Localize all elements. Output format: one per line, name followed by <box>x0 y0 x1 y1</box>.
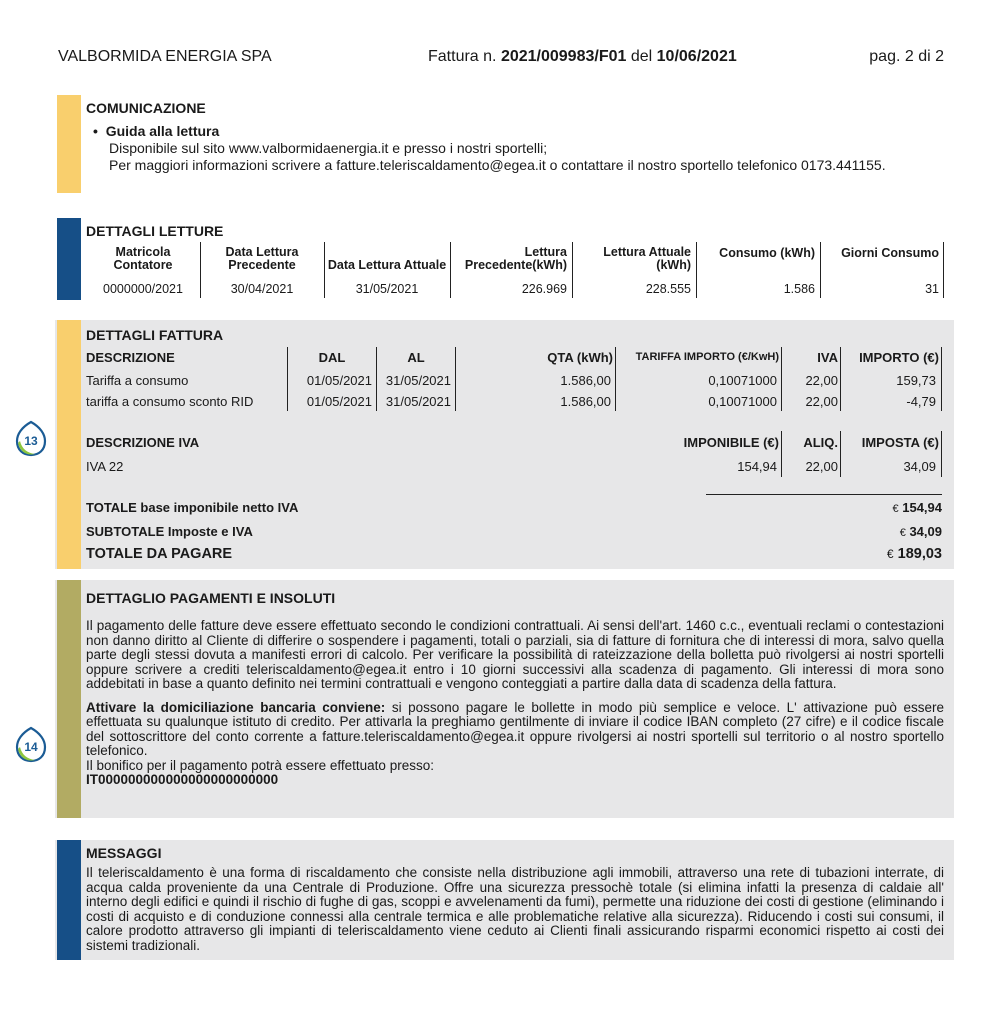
header-data-attuale: Data Lettura Attuale <box>327 258 447 272</box>
section-bar <box>57 840 81 960</box>
column-divider <box>941 431 942 477</box>
iva-imposta: 34,09 <box>903 459 936 474</box>
total-imponibile-value <box>755 500 942 515</box>
bullet-item: • Guida alla lettura <box>93 123 220 139</box>
bullet-label: Guida alla lettura <box>105 123 220 139</box>
column-divider <box>450 242 451 298</box>
domiciliazione-text: si possono pagare le bollette in modo più semplice e veloce. L' attivazione può essere effettuata su qualunque istituto di credito. Per attivarla la preghiamo gentilmente di inviare il codice IBAN completo (27 cifre) e il codice fiscale del sottoscrittore del conto corrente a fatture.teleriscaldamento@egea.it oppure rivolgersi ai nostri sportelli sul territorio o al nostro sportello telefonico. <box>86 699 944 758</box>
column-divider <box>840 431 841 477</box>
row-descrizione: tariffa a consumo sconto RID <box>86 394 254 409</box>
domiciliazione-heading: Attivare la domiciliazione bancaria conviene: <box>86 699 386 715</box>
totals-separator <box>706 494 942 495</box>
comunicazione-body <box>93 123 943 174</box>
header-dal: DAL <box>318 350 346 365</box>
total-imponibile-label: TOTALE base imponibile netto IVA <box>86 500 299 515</box>
section-bar <box>57 95 81 193</box>
badge-13-label: 13 <box>24 434 38 448</box>
section-bar <box>57 218 81 300</box>
header-al: AL <box>407 350 425 365</box>
value-matricola: 0000000/2021 <box>103 282 183 296</box>
section-bar <box>57 580 81 818</box>
section-title: DETTAGLI FATTURA <box>86 327 224 343</box>
iva-descrizione: IVA 22 <box>86 459 124 474</box>
company-name: VALBORMIDA ENERGIA SPA <box>58 48 272 65</box>
row-importo: -4,79 <box>906 394 936 409</box>
row-al: 31/05/2021 <box>385 373 451 388</box>
column-divider <box>200 242 201 298</box>
column-divider <box>615 347 616 411</box>
pagamenti-body <box>86 619 944 788</box>
column-divider <box>324 242 325 298</box>
header-tariffa: TARIFFA IMPORTO (€/KwH) <box>635 351 779 363</box>
row-descrizione: Tariffa a consumo <box>86 373 189 388</box>
header-lettura-attuale: Lettura Attuale (kWh) <box>603 245 691 272</box>
header-aliq: ALIQ. <box>803 435 838 450</box>
section-title: COMUNICAZIONE <box>86 100 206 116</box>
pagamenti-paragraph-2 <box>86 701 944 759</box>
header-giorni: Giorni Consumo <box>841 246 939 260</box>
column-divider <box>455 347 456 411</box>
section-messaggi <box>55 840 954 960</box>
row-qta: 1.586,00 <box>560 373 611 388</box>
header-matricola: Matricola Contatore <box>113 245 173 272</box>
invoice-date: 10/06/2021 <box>656 48 737 65</box>
comunicazione-line1: Disponibile sul sito www.valbormidaenergia.it e presso i nostri sportelli; <box>109 140 548 156</box>
currency-symbol: € <box>886 547 894 561</box>
row-iva: 22,00 <box>805 394 838 409</box>
section-title: DETTAGLIO PAGAMENTI E INSOLUTI <box>86 590 336 606</box>
header-data-precedente: Data Lettura Precedente <box>225 245 299 272</box>
row-iva: 22,00 <box>805 373 838 388</box>
value-lettura-precedente: 226.969 <box>521 282 567 296</box>
section-title: MESSAGGI <box>86 845 162 861</box>
section-letture <box>55 218 954 300</box>
row-importo: 159,73 <box>896 373 936 388</box>
header-lettura-precedente: Lettura Precedente(kWh) <box>464 245 567 272</box>
column-divider <box>840 347 841 411</box>
column-divider <box>943 242 944 298</box>
column-divider <box>781 431 782 477</box>
badge-13-icon <box>14 419 48 457</box>
currency-symbol: € <box>892 503 899 515</box>
page-number: pag. 2 di 2 <box>869 48 944 65</box>
section-fattura <box>55 320 954 569</box>
total-da-pagare-label: TOTALE DA PAGARE <box>86 546 233 562</box>
currency-symbol: € <box>899 527 906 539</box>
column-divider <box>376 347 377 411</box>
column-divider <box>287 347 288 411</box>
badge-14-icon <box>14 725 48 763</box>
column-divider <box>781 347 782 411</box>
bonifico-text: Il bonifico per il pagamento potrà essere effettuato presso: <box>86 757 434 773</box>
row-al: 31/05/2021 <box>385 394 451 409</box>
total-da-pagare-value <box>755 546 942 562</box>
iban-value: IT000000000000000000000000 <box>86 772 279 787</box>
invoice-prefix: Fattura n. <box>428 48 497 65</box>
row-tariffa: 0,10071000 <box>708 394 777 409</box>
subtotal-iva-label: SUBTOTALE Imposte e IVA <box>86 524 253 539</box>
header-descrizione-iva: DESCRIZIONE IVA <box>86 435 200 450</box>
column-divider <box>572 242 573 298</box>
header-iva: IVA <box>817 350 838 365</box>
column-divider <box>696 242 697 298</box>
value-consumo: 1.586 <box>783 282 815 296</box>
value-data-precedente: 30/04/2021 <box>230 282 294 296</box>
header-consumo: Consumo (kWh) <box>719 246 815 260</box>
page-header <box>58 48 944 68</box>
section-title: DETTAGLI LETTURE <box>86 223 224 239</box>
amount: 189,03 <box>897 546 942 562</box>
header-imposta: IMPOSTA (€) <box>861 435 939 450</box>
column-divider <box>941 347 942 411</box>
subtotal-iva-value <box>755 524 942 539</box>
header-importo: IMPORTO (€) <box>859 350 939 365</box>
invoice-title <box>428 48 737 66</box>
row-dal: 01/05/2021 <box>306 394 372 409</box>
value-lettura-attuale: 228.555 <box>645 282 691 296</box>
pagamenti-paragraph-1: Il pagamento delle fatture deve essere effettuato secondo le condizioni contrattuali. Ai sensi dell'art. 1460 c.c., eventuali reclami o contestazioni non danno diritto al Cliente di differire o sospendere i pagamenti, totali o parziali, sia di fatture di fornitura che di interessi di mora, salvo quella parte degli stessi dovuta a manifesti errori di calcolo. Per verificare la possibilità di rateizzazione della bolletta può rivolgersi ai nostri sportelli oppure scrivere a crediti teleriscaldamento@egea.it entro i 10 giorni successivi alla scadenza di pagamento. Gli interessi di mora sono addebitati in base a quanto definito nei termini contrattuali e vengono conteggiati a partire dalla data di scadenza della fattura. <box>86 618 944 691</box>
amount: 34,09 <box>909 524 942 539</box>
row-dal: 01/05/2021 <box>306 373 372 388</box>
badge-14-label: 14 <box>24 740 38 754</box>
iva-imponibile: 154,94 <box>737 459 777 474</box>
iva-aliq: 22,00 <box>805 459 838 474</box>
header-descrizione: DESCRIZIONE <box>86 350 175 365</box>
row-tariffa: 0,10071000 <box>708 373 777 388</box>
invoice-number: 2021/009983/F01 <box>500 48 627 65</box>
section-pagamenti <box>55 580 954 818</box>
amount: 154,94 <box>902 500 942 515</box>
section-bar <box>57 320 81 569</box>
header-imponibile: IMPONIBILE (€) <box>683 435 779 450</box>
messaggi-body: Il teleriscaldamento è una forma di riscaldamento che consiste nella distribuzione agli immobili, attraverso una rete di tubazioni interrate, di acqua calda proveniente da una Centrale di Produzione. Offre una sicurezza pressochè totale (si elimina infatti la presenza di caldaie all' interno degli edifici e quindi il rischio di fughe di gas, scoppi e avvelenamenti da fumi), permette una riduzione dei costi di gestione (eliminando i costi di acquisto e di conduzione connessi alla centrale termica e alle problematiche relative alla sicurezza). Riducendo i costi sui consumi, il calore prodotto attraverso gli impianti di teleriscaldamento viene ceduto ai Clienti finali assicurando risparmi economici rispetto ai costi dei sistemi tradizionali. <box>86 865 944 953</box>
value-data-attuale: 31/05/2021 <box>355 282 419 296</box>
section-comunicazione <box>55 95 954 193</box>
value-giorni: 31 <box>925 282 939 296</box>
column-divider <box>820 242 821 298</box>
date-prefix: del <box>630 48 653 65</box>
header-qta: QTA (kWh) <box>547 350 613 365</box>
row-qta: 1.586,00 <box>560 394 611 409</box>
comunicazione-line2: Per maggiori informazioni scrivere a fatture.teleriscaldamento@egea.it o contattare il nostro sportello telefonico 0173.441155. <box>109 157 886 173</box>
